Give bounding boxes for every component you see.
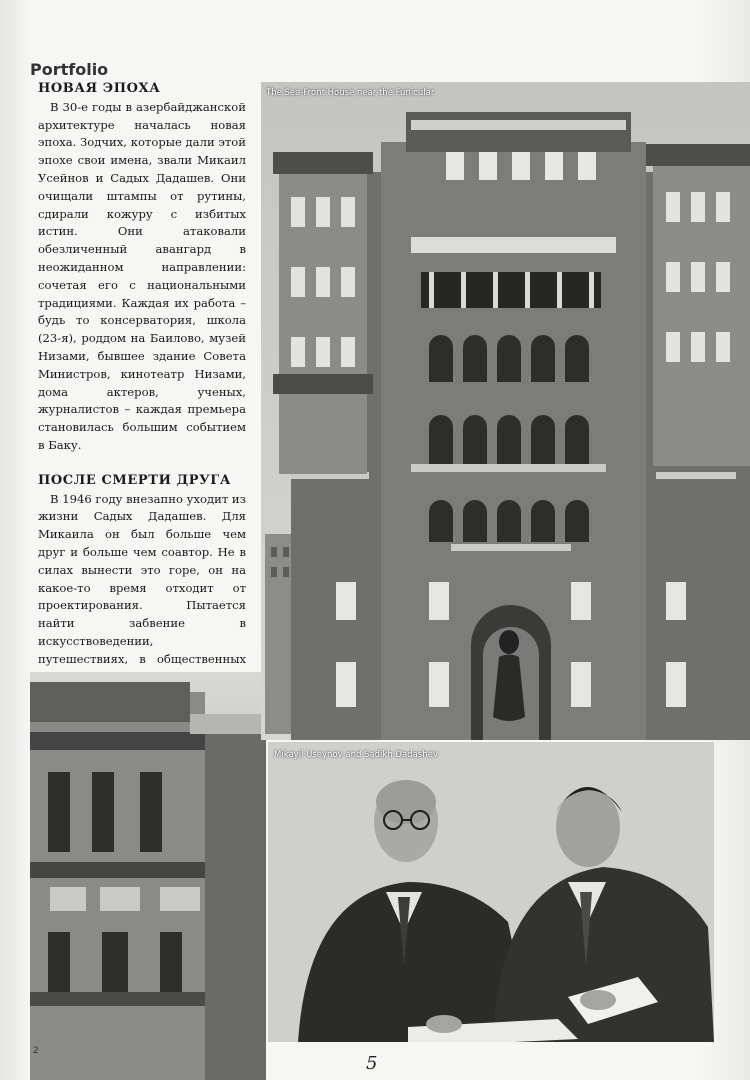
section-text: В 1946 году внезапно уходит из жизни Садых Дадашев. Для Микаила он был больше чем друг и больше чем соавтор. Не в силах вынести это горе, он на какое-то время отходит от проектирования. Пытается найти забвение в искусствоведении, путешествиях, в общественных <box>38 491 246 666</box>
section-label: Portfolio <box>30 60 109 79</box>
page-number: 5 <box>366 1053 378 1074</box>
section-text: В 30-е годы в азербайджанской архитектуре началась новая эпоха. Зодчих, которые дали этой эпохе свои имена, звали Микаил Усейнов и Садых Дадашев. Они очищали штампы от рутины, сдирали кожуру с избитых истин. Они атаковали обезличенный авангард в неожиданном направлении: сочетая его с национальными традициями. Каждая их работа – будь то консерватория, школа (23-я), роддом на Баилово, музей Низами, бывшее здание Совета Министров, кинотеатр Низами, дома актеров, ученых, журналистов – каждая премьера становилась большим событием в Баку. <box>38 99 246 452</box>
building-photo <box>261 82 750 740</box>
portrait-caption: Mikayil Useynov and Sadikh Dadashev <box>274 750 438 760</box>
building-caption: The Sea-Front House near the Funicular <box>266 88 435 98</box>
left-page-number: 2 <box>33 1046 39 1056</box>
section-heading: НОВАЯ ЭПОХА <box>38 81 161 96</box>
article-section-new-era <box>38 80 246 455</box>
lower-left-building-photo <box>30 672 266 1080</box>
portrait-photo <box>268 742 714 1042</box>
section-heading: ПОСЛЕ СМЕРТИ ДРУГА <box>38 472 232 488</box>
